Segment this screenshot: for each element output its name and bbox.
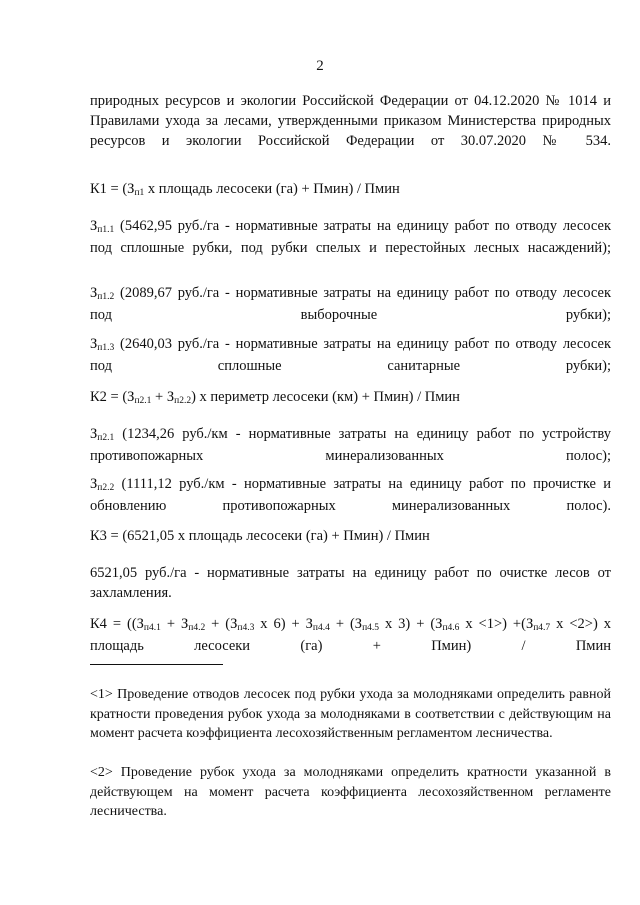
- formula-k2: [90, 387, 611, 409]
- definition-text: (1234,26 руб./км - нормативные затраты на единицу работ по устройству противопожарных минерализованных полос);: [90, 426, 611, 464]
- definition-symbol: З: [90, 285, 98, 301]
- formula-k4-sub: п4.4: [312, 623, 330, 633]
- formula-k4: [90, 614, 611, 676]
- formula-k4-sub: п4.2: [188, 623, 206, 633]
- formula-k4-sub: п4.3: [237, 623, 255, 633]
- formula-k1: [90, 179, 611, 201]
- definition-symbol: З: [90, 336, 98, 352]
- definition-text: (2089,67 руб./га - нормативные затраты на единицу работ по отводу лесосек под выборочные рубки);: [90, 285, 611, 323]
- formula-k2-part: К2 = (З: [90, 389, 135, 405]
- formula-k4-sub: п4.7: [533, 623, 551, 633]
- formula-k4-sub: п4.5: [362, 623, 380, 633]
- definition-symbol: З: [90, 218, 98, 234]
- definition-z-p1-1: [90, 216, 611, 278]
- formula-k1-rhs: х площадь лесосеки (га) + Пмин) / Пмин: [144, 181, 400, 197]
- formula-k4-part: + (З: [329, 616, 363, 632]
- formula-k4-part: К4 = ((З: [90, 616, 144, 632]
- formula-k1-lhs: К1 = (З: [90, 181, 135, 197]
- definition-sub: п2.2: [97, 483, 115, 493]
- footnote-separator: [90, 664, 223, 665]
- definition-sub: п1.3: [97, 343, 115, 353]
- formula-k4-part: х 6) + З: [254, 616, 313, 632]
- page-number: 2: [316, 58, 324, 74]
- definition-text: (1111,12 руб./км - нормативные затраты на единицу работ по прочистке и обновлению противопожарных минерализованных полос).: [90, 476, 611, 514]
- footnote-2: <2> Проведение рубок ухода за молодняками определить кратности указанной в действующем на момент расчета коэффициента лесохозяйственном регламенте лесничества.: [90, 765, 611, 819]
- formula-k2-part: ) х периметр лесосеки (км) + Пмин) / Пмин: [191, 389, 460, 405]
- definition-text: (5462,95 руб./га - нормативные затраты на единицу работ по отводу лесосек под сплошные рубки, под рубки спелых и перестойных лесных насаждений);: [90, 218, 611, 256]
- formula-k4-sub: п4.6: [442, 623, 460, 633]
- formula-k4-part: + (З: [205, 616, 238, 632]
- formula-k3: К3 = (6521,05 х площадь лесосеки (га) + Пмин) / Пмин: [90, 528, 430, 544]
- formula-k2-sub: п2.2: [174, 396, 192, 406]
- formula-k4-sub: п4.1: [143, 623, 161, 633]
- formula-k2-sub: п2.1: [134, 396, 152, 406]
- definition-sub: п2.1: [97, 433, 115, 443]
- formula-k4-part: х <1>) +(З: [459, 616, 534, 632]
- formula-k3-note: 6521,05 руб./га - нормативные затраты на единицу работ по очистке лесов от захламления.: [90, 565, 611, 601]
- definition-symbol: З: [90, 426, 98, 442]
- definition-sub: п1.1: [97, 225, 115, 235]
- intro-paragraph: природных ресурсов и экологии Российской Федерации от 04.12.2020 № 1014 и Правилами ухода за лесами, утвержденными приказом Министерства природных ресурсов и экологии Российской Федерации от 30.07.2020 № 534.: [90, 93, 611, 149]
- formula-k4-part: + З: [160, 616, 189, 632]
- formula-k1-sub: п1: [134, 188, 145, 198]
- formula-k4-part: х 3) + (З: [379, 616, 443, 632]
- formula-k4-part: х <2>) х площадь лесосеки (га) + Пмин) / Пмин: [90, 616, 611, 654]
- definition-sub: п1.2: [97, 292, 115, 302]
- footnote-1: <1> Проведение отводов лесосек под рубки ухода за молодняками определить равной кратности проведения рубок ухода за молодняками в соответствии с действующим на момент расчета коэффициента лесохозяйственным регламентом лесничества.: [90, 687, 611, 741]
- formula-k2-part: + З: [151, 389, 175, 405]
- definition-symbol: З: [90, 476, 98, 492]
- definition-text: (2640,03 руб./га - нормативные затраты на единицу работ по отводу лесосек под сплошные санитарные рубки);: [90, 336, 611, 374]
